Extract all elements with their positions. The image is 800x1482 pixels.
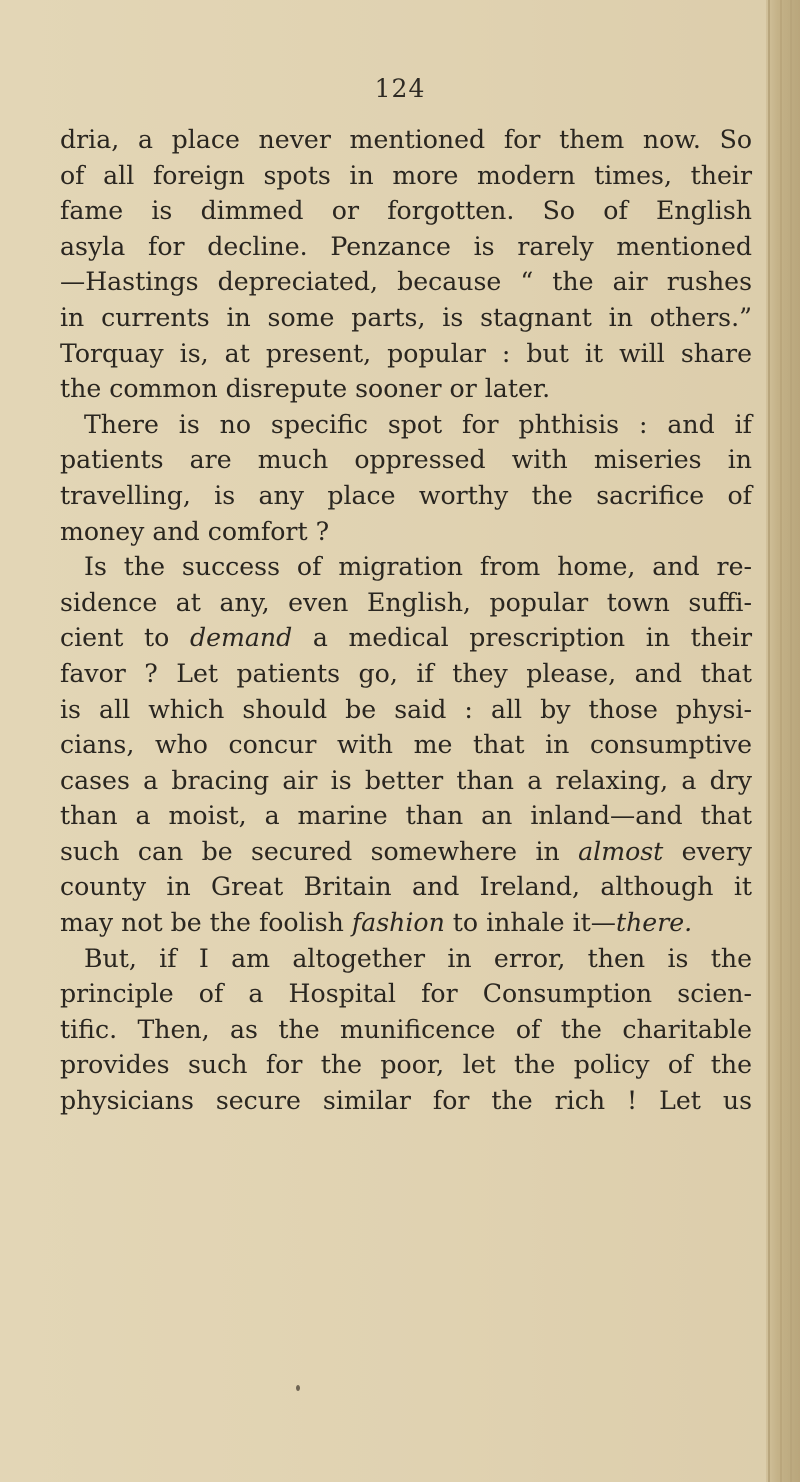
text-segment: principle of a Hospital for Consumption scien- [60, 979, 752, 1009]
text-line [60, 1012, 752, 1048]
text-segment: may not be the foolish [60, 908, 352, 938]
text-line [60, 1047, 752, 1083]
italic-text: almost [578, 836, 664, 866]
text-line [60, 620, 752, 656]
text-line [60, 371, 752, 407]
page-number: 124 [374, 74, 426, 103]
text-segment: every [663, 836, 752, 866]
text-line [60, 478, 752, 514]
page-edge-line [790, 0, 792, 1482]
text-line [60, 656, 752, 692]
body-text [60, 122, 752, 1119]
text-line [60, 407, 752, 443]
text-line [60, 514, 752, 550]
text-segment: of all foreign spots in more modern times, their [60, 160, 752, 190]
text-segment: travelling, is any place worthy the sacrifice of [60, 480, 752, 510]
text-segment: physicians secure similar for the rich ! Let us [60, 1086, 752, 1116]
text-line [60, 727, 752, 763]
text-segment: Torquay is, at present, popular : but it will share [60, 338, 752, 368]
text-line [60, 336, 752, 372]
text-segment: cians, who concur with me that in consumptive [60, 730, 752, 760]
text-segment: cases a bracing air is better than a relaxing, a dry [60, 765, 752, 795]
ink-speck [296, 1385, 300, 1391]
text-line [60, 193, 752, 229]
text-segment: money and comfort ? [60, 516, 330, 546]
text-segment: sidence at any, even English, popular town suffi- [60, 587, 752, 617]
text-segment: patients are much oppressed with miseries in [60, 445, 752, 475]
text-segment: such can be secured somewhere in [60, 836, 579, 866]
text-line [60, 869, 752, 905]
text-segment: in currents in some parts, is stagnant in others.” [60, 302, 752, 332]
text-line [60, 158, 752, 194]
text-line [60, 585, 752, 621]
text-segment: a medical prescription in their [292, 623, 753, 653]
text-line [60, 834, 752, 870]
text-segment: But, if I am altogether in error, then is the [84, 943, 752, 973]
text-segment: favor ? Let patients go, if they please, and that [60, 658, 752, 688]
text-segment: is all which should be said : all by those physi- [60, 694, 752, 724]
text-segment: There is no specific spot for phthisis : and if [84, 409, 752, 439]
text-segment: provides such for the poor, let the policy of the [60, 1050, 752, 1080]
page-edge-shadow [766, 0, 800, 1482]
italic-text: fashion [351, 908, 445, 938]
text-line [60, 442, 752, 478]
text-segment: than a moist, a marine than an inland—and that [60, 801, 752, 831]
text-segment: county in Great Britain and Ireland, although it [60, 872, 752, 902]
page-edge-line [768, 0, 770, 1482]
text-line [60, 549, 752, 585]
text-line [60, 264, 752, 300]
text-line [60, 122, 752, 158]
text-line [60, 798, 752, 834]
italic-text: there. [615, 908, 693, 938]
text-line [60, 1083, 752, 1119]
italic-text: demand [189, 623, 293, 653]
text-line [60, 976, 752, 1012]
text-segment: dria, a place never mentioned for them now. So [60, 125, 752, 154]
text-line [60, 763, 752, 799]
text-segment: to inhale it— [444, 908, 616, 938]
text-line [60, 229, 752, 265]
text-line [60, 905, 752, 941]
text-segment: fame is dimmed or forgotten. So of English [60, 196, 752, 226]
text-segment: the common disrepute sooner or later. [60, 374, 551, 404]
text-line [60, 692, 752, 728]
page-edge-line [780, 0, 782, 1482]
text-segment: cient to [60, 623, 190, 653]
text-line [60, 941, 752, 977]
text-segment: —Hastings depreciated, because “ the air rushes [60, 267, 752, 297]
text-line [60, 300, 752, 336]
text-segment: tific. Then, as the munificence of the charitable [60, 1014, 752, 1044]
text-segment: asyla for decline. Penzance is rarely mentioned [60, 231, 752, 261]
text-segment: Is the success of migration from home, and re- [84, 552, 752, 582]
